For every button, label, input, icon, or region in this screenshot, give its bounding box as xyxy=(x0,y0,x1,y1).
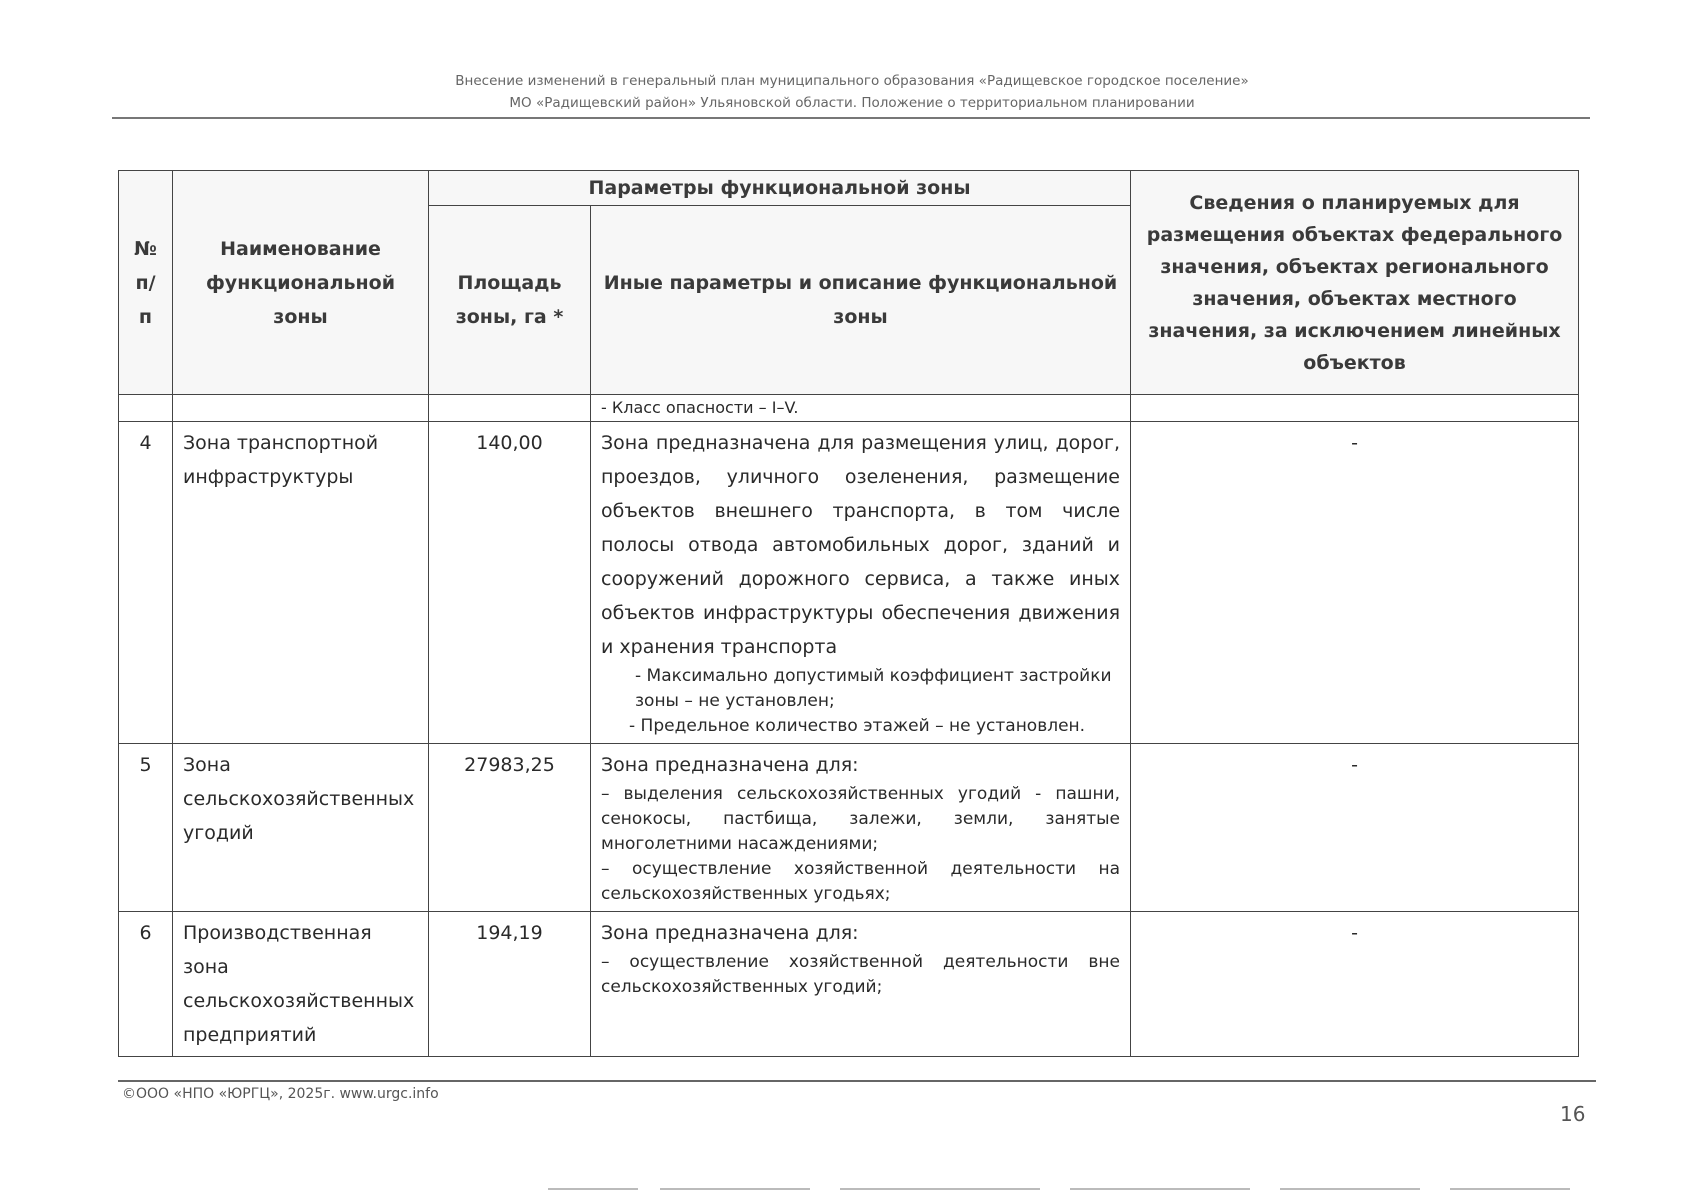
scan-artifact xyxy=(548,1188,638,1190)
col-header-info: Сведения о планируемых для размещения объектах федерального значения, объектах регионального значения, объектах местного значения, за исключением линейных объектов xyxy=(1131,171,1579,395)
cell-description xyxy=(591,744,1131,912)
cell-empty xyxy=(173,395,429,422)
col-header-area: Площадь зоны, га * xyxy=(429,206,591,395)
cell-continuation: - Класс опасности – I–V. xyxy=(591,395,1131,422)
col-header-num: № п/п xyxy=(119,171,173,395)
header-divider xyxy=(112,117,1590,119)
scan-artifact xyxy=(1450,1188,1570,1190)
param-line: - Предельное количество этажей – не установлен. xyxy=(629,716,1086,736)
description-bullet: – осуществление хозяйственной деятельности вне сельскохозяйственных угодий; xyxy=(601,952,1121,997)
cell-info: - xyxy=(1131,912,1579,1057)
scan-artifact xyxy=(660,1188,810,1190)
page-number: 16 xyxy=(1560,1102,1586,1126)
cell-info: - xyxy=(1131,422,1579,744)
cell-empty xyxy=(1131,395,1579,422)
cell-zone-name: Зона сельскохозяйственных угодий xyxy=(173,744,429,912)
description-bullet: – осуществление хозяйственной деятельности на сельскохозяйственных угодьях; xyxy=(601,859,1121,904)
cell-area: 140,00 xyxy=(429,422,591,744)
cell-description xyxy=(591,422,1131,744)
table-row-continuation xyxy=(119,395,1579,422)
document-header xyxy=(112,70,1592,114)
description-bullet: – выделения сельскохозяйственных угодий - пашни, сенокосы, пастбища, залежи, земли, занятые многолетними насаждениями; xyxy=(601,784,1121,854)
cell-area: 27983,25 xyxy=(429,744,591,912)
cell-zone-name: Зона транспортной инфраструктуры xyxy=(173,422,429,744)
cell-num: 4 xyxy=(119,422,173,744)
col-header-name: Наименование функциональной зоны xyxy=(173,171,429,395)
description-lead: Зона предназначена для: xyxy=(601,922,859,944)
description-text: Зона предназначена для размещения улиц, дорог, проездов, уличного озеленения, размещение объектов внешнего транспорта, в том числе полосы отвода автомобильных дорог, зданий и сооружений дорожного сервиса, а также иных объектов инфраструктуры обеспечения движения и хранения транспорта xyxy=(601,432,1121,658)
cell-description xyxy=(591,912,1131,1057)
cell-num: 6 xyxy=(119,912,173,1057)
description-lead: Зона предназначена для: xyxy=(601,754,859,776)
functional-zones-table xyxy=(118,170,1579,1057)
col-header-params: Параметры функциональной зоны xyxy=(429,171,1131,206)
cell-info: - xyxy=(1131,744,1579,912)
table-row xyxy=(119,744,1579,912)
param-line: - Максимально допустимый коэффициент застройки зоны – не установлен; xyxy=(635,666,1112,711)
cell-area: 194,19 xyxy=(429,912,591,1057)
table-row xyxy=(119,912,1579,1057)
header-line-2: МО «Радищевский район» Ульяновской области. Положение о территориальном планировании xyxy=(509,95,1195,111)
col-header-other: Иные параметры и описание функциональной зоны xyxy=(591,206,1131,395)
scan-artifact xyxy=(840,1188,1040,1190)
cell-num: 5 xyxy=(119,744,173,912)
header-line-1: Внесение изменений в генеральный план муниципального образования «Радищевское городское поселение» xyxy=(455,73,1249,89)
footer-divider xyxy=(118,1080,1596,1082)
table-header-row xyxy=(119,171,1579,206)
scan-artifact xyxy=(1070,1188,1250,1190)
cell-empty xyxy=(429,395,591,422)
table-row xyxy=(119,422,1579,744)
footer-copyright: ©ООО «НПО «ЮРГЦ», 2025г. www.urgc.info xyxy=(122,1086,439,1102)
cell-empty xyxy=(119,395,173,422)
scan-artifact xyxy=(1280,1188,1420,1190)
cell-zone-name: Производственная зона сельскохозяйственных предприятий xyxy=(173,912,429,1057)
